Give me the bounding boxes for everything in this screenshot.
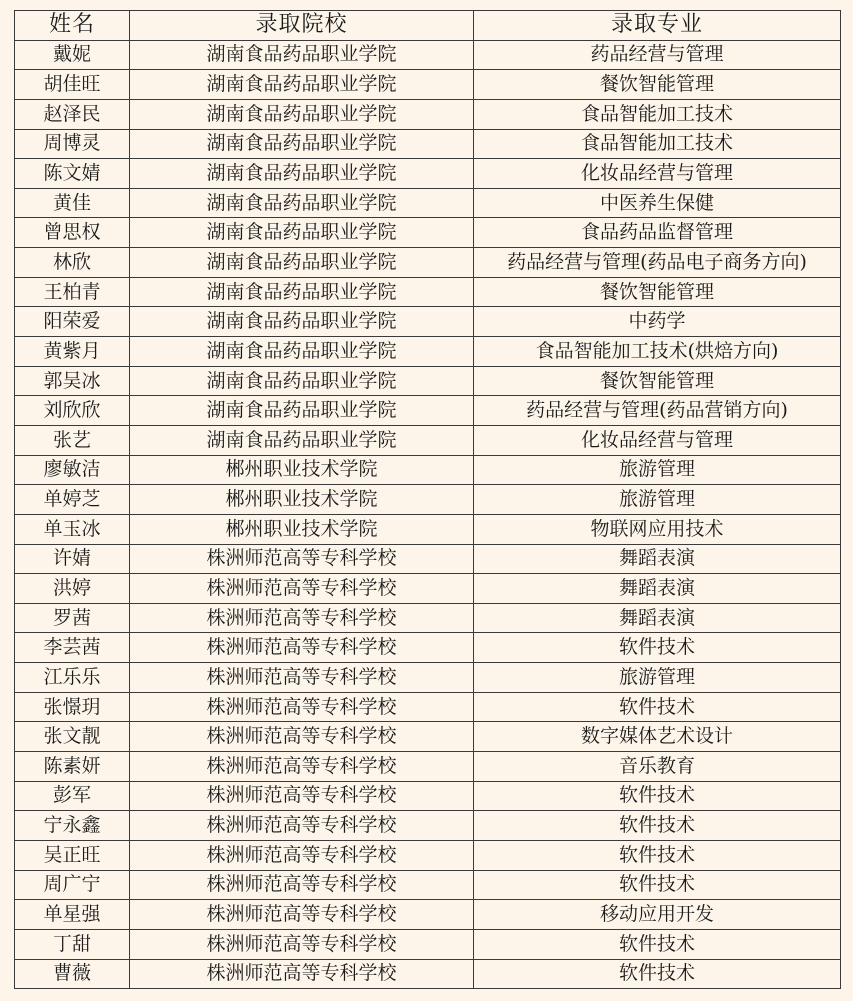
table-body xyxy=(15,40,841,989)
cell-name: 单婷芝 xyxy=(15,485,130,515)
table-row xyxy=(15,218,841,248)
cell-school: 郴州职业技术学院 xyxy=(130,455,474,485)
cell-school: 株洲师范高等专科学校 xyxy=(130,870,474,900)
cell-major: 软件技术 xyxy=(474,959,841,989)
cell-major: 舞蹈表演 xyxy=(474,544,841,574)
cell-major: 食品智能加工技术(烘焙方向) xyxy=(474,337,841,367)
cell-school: 湖南食品药品职业学院 xyxy=(130,248,474,278)
table-row xyxy=(15,514,841,544)
cell-major: 药品经营与管理 xyxy=(474,40,841,70)
admission-table xyxy=(14,10,841,989)
table-row xyxy=(15,959,841,989)
cell-major: 食品智能加工技术 xyxy=(474,99,841,129)
cell-school: 湖南食品药品职业学院 xyxy=(130,70,474,100)
cell-major: 音乐教育 xyxy=(474,752,841,782)
cell-name: 单玉冰 xyxy=(15,514,130,544)
cell-name: 许婧 xyxy=(15,544,130,574)
cell-major: 软件技术 xyxy=(474,929,841,959)
table-row xyxy=(15,337,841,367)
cell-school: 湖南食品药品职业学院 xyxy=(130,99,474,129)
table-row xyxy=(15,752,841,782)
table-row xyxy=(15,307,841,337)
header-school: 录取院校 xyxy=(130,11,474,41)
cell-school: 株洲师范高等专科学校 xyxy=(130,544,474,574)
table-row xyxy=(15,485,841,515)
cell-school: 株洲师范高等专科学校 xyxy=(130,900,474,930)
cell-name: 李芸茜 xyxy=(15,633,130,663)
cell-school: 株洲师范高等专科学校 xyxy=(130,633,474,663)
cell-major: 餐饮智能管理 xyxy=(474,277,841,307)
table-row xyxy=(15,722,841,752)
table-header-row xyxy=(15,11,841,41)
table-row xyxy=(15,366,841,396)
cell-name: 张文靓 xyxy=(15,722,130,752)
table-row xyxy=(15,574,841,604)
cell-school: 郴州职业技术学院 xyxy=(130,514,474,544)
cell-major: 旅游管理 xyxy=(474,455,841,485)
cell-major: 药品经营与管理(药品营销方向) xyxy=(474,396,841,426)
cell-name: 曹薇 xyxy=(15,959,130,989)
cell-major: 软件技术 xyxy=(474,811,841,841)
cell-name: 张艺 xyxy=(15,425,130,455)
cell-major: 中医养生保健 xyxy=(474,188,841,218)
table-row xyxy=(15,455,841,485)
cell-name: 彭军 xyxy=(15,781,130,811)
cell-major: 舞蹈表演 xyxy=(474,603,841,633)
cell-school: 株洲师范高等专科学校 xyxy=(130,722,474,752)
cell-name: 黄紫月 xyxy=(15,337,130,367)
cell-school: 湖南食品药品职业学院 xyxy=(130,40,474,70)
table-row xyxy=(15,396,841,426)
cell-major: 餐饮智能管理 xyxy=(474,366,841,396)
cell-name: 周广宁 xyxy=(15,870,130,900)
cell-school: 株洲师范高等专科学校 xyxy=(130,574,474,604)
cell-school: 郴州职业技术学院 xyxy=(130,485,474,515)
cell-major: 软件技术 xyxy=(474,692,841,722)
table-row xyxy=(15,544,841,574)
cell-name: 吴正旺 xyxy=(15,840,130,870)
table-row xyxy=(15,425,841,455)
table-row xyxy=(15,188,841,218)
cell-school: 株洲师范高等专科学校 xyxy=(130,663,474,693)
cell-major: 食品药品监督管理 xyxy=(474,218,841,248)
header-name: 姓名 xyxy=(15,11,130,41)
table-row xyxy=(15,840,841,870)
cell-name: 丁甜 xyxy=(15,929,130,959)
table-row xyxy=(15,781,841,811)
cell-name: 郭吴冰 xyxy=(15,366,130,396)
cell-name: 阳荣爱 xyxy=(15,307,130,337)
table-row xyxy=(15,99,841,129)
cell-major: 物联网应用技术 xyxy=(474,514,841,544)
cell-school: 株洲师范高等专科学校 xyxy=(130,781,474,811)
cell-major: 化妆品经营与管理 xyxy=(474,425,841,455)
cell-major: 软件技术 xyxy=(474,840,841,870)
cell-major: 舞蹈表演 xyxy=(474,574,841,604)
cell-name: 洪婷 xyxy=(15,574,130,604)
cell-school: 株洲师范高等专科学校 xyxy=(130,811,474,841)
cell-name: 赵泽民 xyxy=(15,99,130,129)
cell-school: 株洲师范高等专科学校 xyxy=(130,959,474,989)
cell-school: 湖南食品药品职业学院 xyxy=(130,337,474,367)
cell-major: 化妆品经营与管理 xyxy=(474,159,841,189)
cell-name: 江乐乐 xyxy=(15,663,130,693)
cell-major: 旅游管理 xyxy=(474,485,841,515)
cell-major: 数字媒体艺术设计 xyxy=(474,722,841,752)
cell-major: 软件技术 xyxy=(474,781,841,811)
cell-school: 株洲师范高等专科学校 xyxy=(130,929,474,959)
table-row xyxy=(15,277,841,307)
cell-school: 湖南食品药品职业学院 xyxy=(130,307,474,337)
cell-school: 湖南食品药品职业学院 xyxy=(130,277,474,307)
cell-major: 移动应用开发 xyxy=(474,900,841,930)
cell-school: 湖南食品药品职业学院 xyxy=(130,396,474,426)
table-row xyxy=(15,900,841,930)
cell-school: 湖南食品药品职业学院 xyxy=(130,188,474,218)
table-row xyxy=(15,603,841,633)
cell-name: 林欣 xyxy=(15,248,130,278)
cell-school: 株洲师范高等专科学校 xyxy=(130,752,474,782)
table-row xyxy=(15,159,841,189)
cell-major: 软件技术 xyxy=(474,870,841,900)
cell-name: 黄佳 xyxy=(15,188,130,218)
cell-school: 湖南食品药品职业学院 xyxy=(130,218,474,248)
cell-major: 餐饮智能管理 xyxy=(474,70,841,100)
table-row xyxy=(15,40,841,70)
cell-major: 食品智能加工技术 xyxy=(474,129,841,159)
cell-name: 陈素妍 xyxy=(15,752,130,782)
admission-table-container xyxy=(14,10,840,989)
cell-name: 胡佳旺 xyxy=(15,70,130,100)
cell-major: 软件技术 xyxy=(474,633,841,663)
cell-name: 周博灵 xyxy=(15,129,130,159)
cell-name: 曾思权 xyxy=(15,218,130,248)
cell-name: 宁永鑫 xyxy=(15,811,130,841)
header-major: 录取专业 xyxy=(474,11,841,41)
table-row xyxy=(15,248,841,278)
cell-name: 戴妮 xyxy=(15,40,130,70)
table-row xyxy=(15,663,841,693)
cell-name: 陈文婧 xyxy=(15,159,130,189)
table-row xyxy=(15,692,841,722)
table-row xyxy=(15,70,841,100)
table-row xyxy=(15,633,841,663)
cell-school: 株洲师范高等专科学校 xyxy=(130,603,474,633)
cell-major: 药品经营与管理(药品电子商务方向) xyxy=(474,248,841,278)
cell-name: 单星强 xyxy=(15,900,130,930)
table-row xyxy=(15,929,841,959)
table-row xyxy=(15,870,841,900)
cell-school: 湖南食品药品职业学院 xyxy=(130,129,474,159)
cell-name: 廖敏洁 xyxy=(15,455,130,485)
cell-name: 张憬玥 xyxy=(15,692,130,722)
cell-school: 株洲师范高等专科学校 xyxy=(130,692,474,722)
cell-school: 湖南食品药品职业学院 xyxy=(130,366,474,396)
cell-name: 刘欣欣 xyxy=(15,396,130,426)
cell-school: 湖南食品药品职业学院 xyxy=(130,425,474,455)
cell-school: 湖南食品药品职业学院 xyxy=(130,159,474,189)
cell-major: 旅游管理 xyxy=(474,663,841,693)
cell-major: 中药学 xyxy=(474,307,841,337)
table-row xyxy=(15,129,841,159)
table-row xyxy=(15,811,841,841)
cell-name: 王柏青 xyxy=(15,277,130,307)
cell-school: 株洲师范高等专科学校 xyxy=(130,840,474,870)
cell-name: 罗茜 xyxy=(15,603,130,633)
